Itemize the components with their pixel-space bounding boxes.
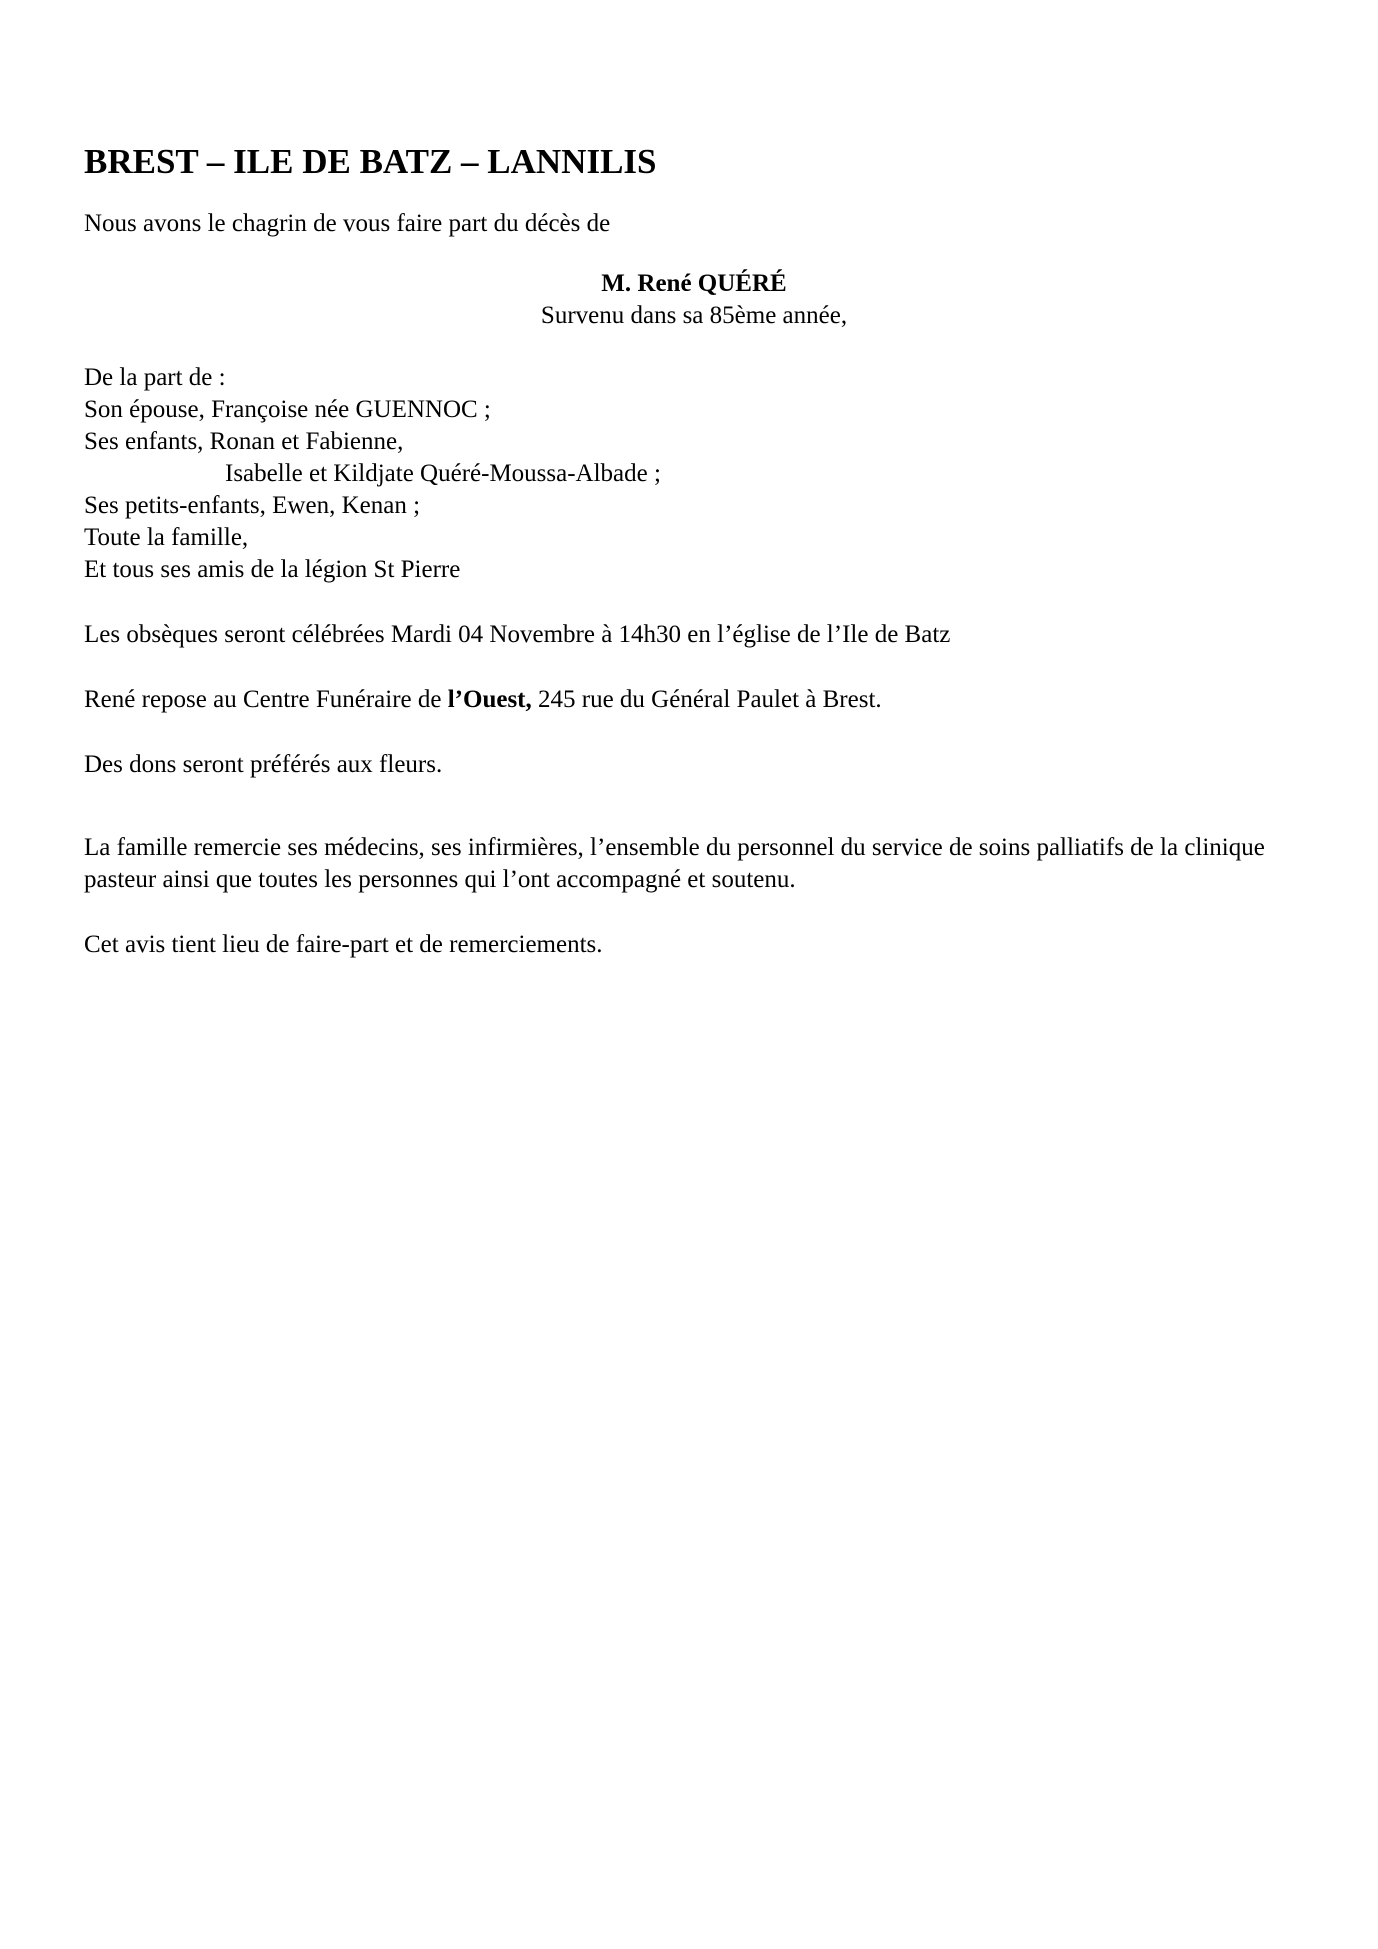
rest-location [84,684,1304,716]
deceased-age-line: Survenu dans sa 85ème année, [540,302,848,329]
family-line-spouse: Son épouse, Françoise née GUENNOC ; [84,396,491,423]
family-list [84,362,1304,586]
family-line-family: Toute la famille, [84,524,249,551]
deceased-name: M. René QUÉRÉ [601,270,787,297]
spacer [84,716,1304,749]
family-heading: De la part de : [84,364,226,391]
donations-note: Des dons seront préférés aux fleurs. [84,751,443,778]
intro-text: Nous avons le chagrin de vous faire part du décès de [84,210,611,237]
family-line-friends: Et tous ses amis de la légion St Pierre [84,556,461,583]
spacer [84,896,1304,929]
spacer [84,586,1304,619]
spacer [84,781,1304,832]
document-title: BREST – ILE DE BATZ – LANNILIS [84,142,657,181]
spacer [84,651,1304,684]
closing-note: Cet avis tient lieu de faire-part et de remerciements. [84,931,603,958]
funeral-center-name: l’Ouest, [447,686,532,713]
family-line-children-continued: Isabelle et Kildjate Quéré-Moussa-Albade ; [225,460,661,487]
thanks-paragraph: La famille remercie ses médecins, ses infirmières, l’ensemble du personnel du service de soins palliatifs de la clinique pasteur ainsi que toutes les personnes qui l’ont accompagné et soutenu. [84,834,1265,893]
rest-location-address: 245 rue du Général Paulet à Brest. [531,686,882,713]
obituary-document [84,140,1304,961]
family-line-grandchildren: Ses petits-enfants, Ewen, Kenan ; [84,492,421,519]
family-line-children: Ses enfants, Ronan et Fabienne, [84,428,404,455]
rest-location-text: René repose au Centre Funéraire de [84,686,448,713]
funeral-announcement: Les obsèques seront célébrées Mardi 04 Novembre à 14h30 en l’église de l’Ile de Batz [84,621,951,648]
